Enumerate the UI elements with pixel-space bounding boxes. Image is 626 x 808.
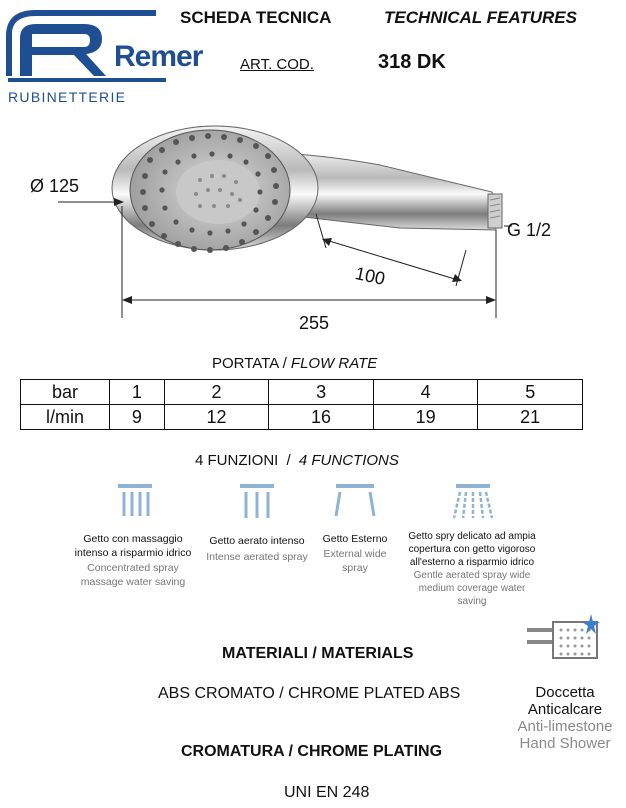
table-cell: 1 <box>110 380 165 405</box>
total-length-dimension <box>122 296 496 304</box>
badge-line-2: Anticalcare <box>527 701 603 718</box>
aerated-spray-icon <box>232 482 282 522</box>
row-label-lmin: l/min <box>21 405 110 430</box>
table-cell: 21 <box>478 405 583 430</box>
function-2-it: Getto aerato intenso <box>209 535 305 547</box>
plating-value: UNI EN 248 <box>284 784 370 801</box>
materials-value: ABS CROMATO / CHROME PLATED ABS <box>158 685 461 702</box>
article-code: 318 DK <box>378 51 446 73</box>
table-cell: 9 <box>110 405 165 430</box>
row-label-bar: bar <box>21 380 110 405</box>
title-english: TECHNICAL FEATURES <box>384 8 577 27</box>
functions-title-en: 4 FUNCTIONS <box>298 452 399 469</box>
badge-line-3: Anti-limestone <box>517 718 613 735</box>
badge-line-1: Doccetta <box>535 684 595 701</box>
brand-subtitle: RUBINETTERIE <box>8 89 127 105</box>
function-1-en: Concentrated spray massage water saving <box>80 562 186 588</box>
flow-rate-table <box>20 379 583 430</box>
table-cell: 3 <box>269 380 374 405</box>
table-row <box>21 405 583 430</box>
title-italian: SCHEDA TECNICA <box>180 8 332 27</box>
table-cell: 19 <box>373 405 478 430</box>
materials-title: MATERIALI / MATERIALS <box>222 645 414 662</box>
function-item-1 <box>74 532 192 589</box>
function-2-en: Intense aerated spray <box>206 551 308 563</box>
diameter-label: Ø 125 <box>30 176 80 196</box>
functions-title-it: 4 FUNZIONI <box>195 452 279 469</box>
table-cell: 4 <box>373 380 478 405</box>
function-item-2 <box>200 534 314 564</box>
external-spray-icon <box>330 482 380 522</box>
table-cell: 2 <box>164 380 269 405</box>
table-cell: 16 <box>269 405 374 430</box>
gentle-wide-spray-icon <box>448 482 498 522</box>
total-length-label: 255 <box>299 313 330 333</box>
anti-limestone-icon <box>527 614 602 662</box>
brand-name: Remer <box>114 40 203 73</box>
anti-limestone-badge <box>510 684 620 752</box>
handle-length-label: 100 <box>353 263 387 289</box>
flow-rate-title <box>212 355 377 372</box>
function-item-4 <box>404 530 540 608</box>
function-1-it: Getto con massaggio intenso a risparmio idrico <box>74 533 192 559</box>
table-cell: 12 <box>164 405 269 430</box>
plating-title: CROMATURA / CHROME PLATING <box>181 743 443 760</box>
concentrated-spray-icon <box>110 482 160 522</box>
shower-head <box>112 126 318 250</box>
function-item-3 <box>314 532 396 575</box>
function-4-en: Gentle aerated spray wide medium coverage water saving <box>413 570 531 607</box>
functions-title <box>195 452 399 469</box>
flow-title-en: FLOW RATE <box>290 355 378 372</box>
function-3-it: Getto Esterno <box>322 533 388 545</box>
function-4-it: Getto spry delicato ad ampia copertura con getto vigoroso all'esterno a risparmio idrico <box>408 531 536 568</box>
function-3-en: External wide spray <box>323 548 387 574</box>
flow-title-it: PORTATA / <box>212 355 291 372</box>
thread-label: G 1/2 <box>507 220 552 240</box>
badge-line-4: Hand Shower <box>519 735 611 752</box>
table-row <box>21 380 583 405</box>
article-code-label: ART. COD. <box>240 56 314 73</box>
table-cell: 5 <box>478 380 583 405</box>
functions-separator: / <box>286 452 291 469</box>
